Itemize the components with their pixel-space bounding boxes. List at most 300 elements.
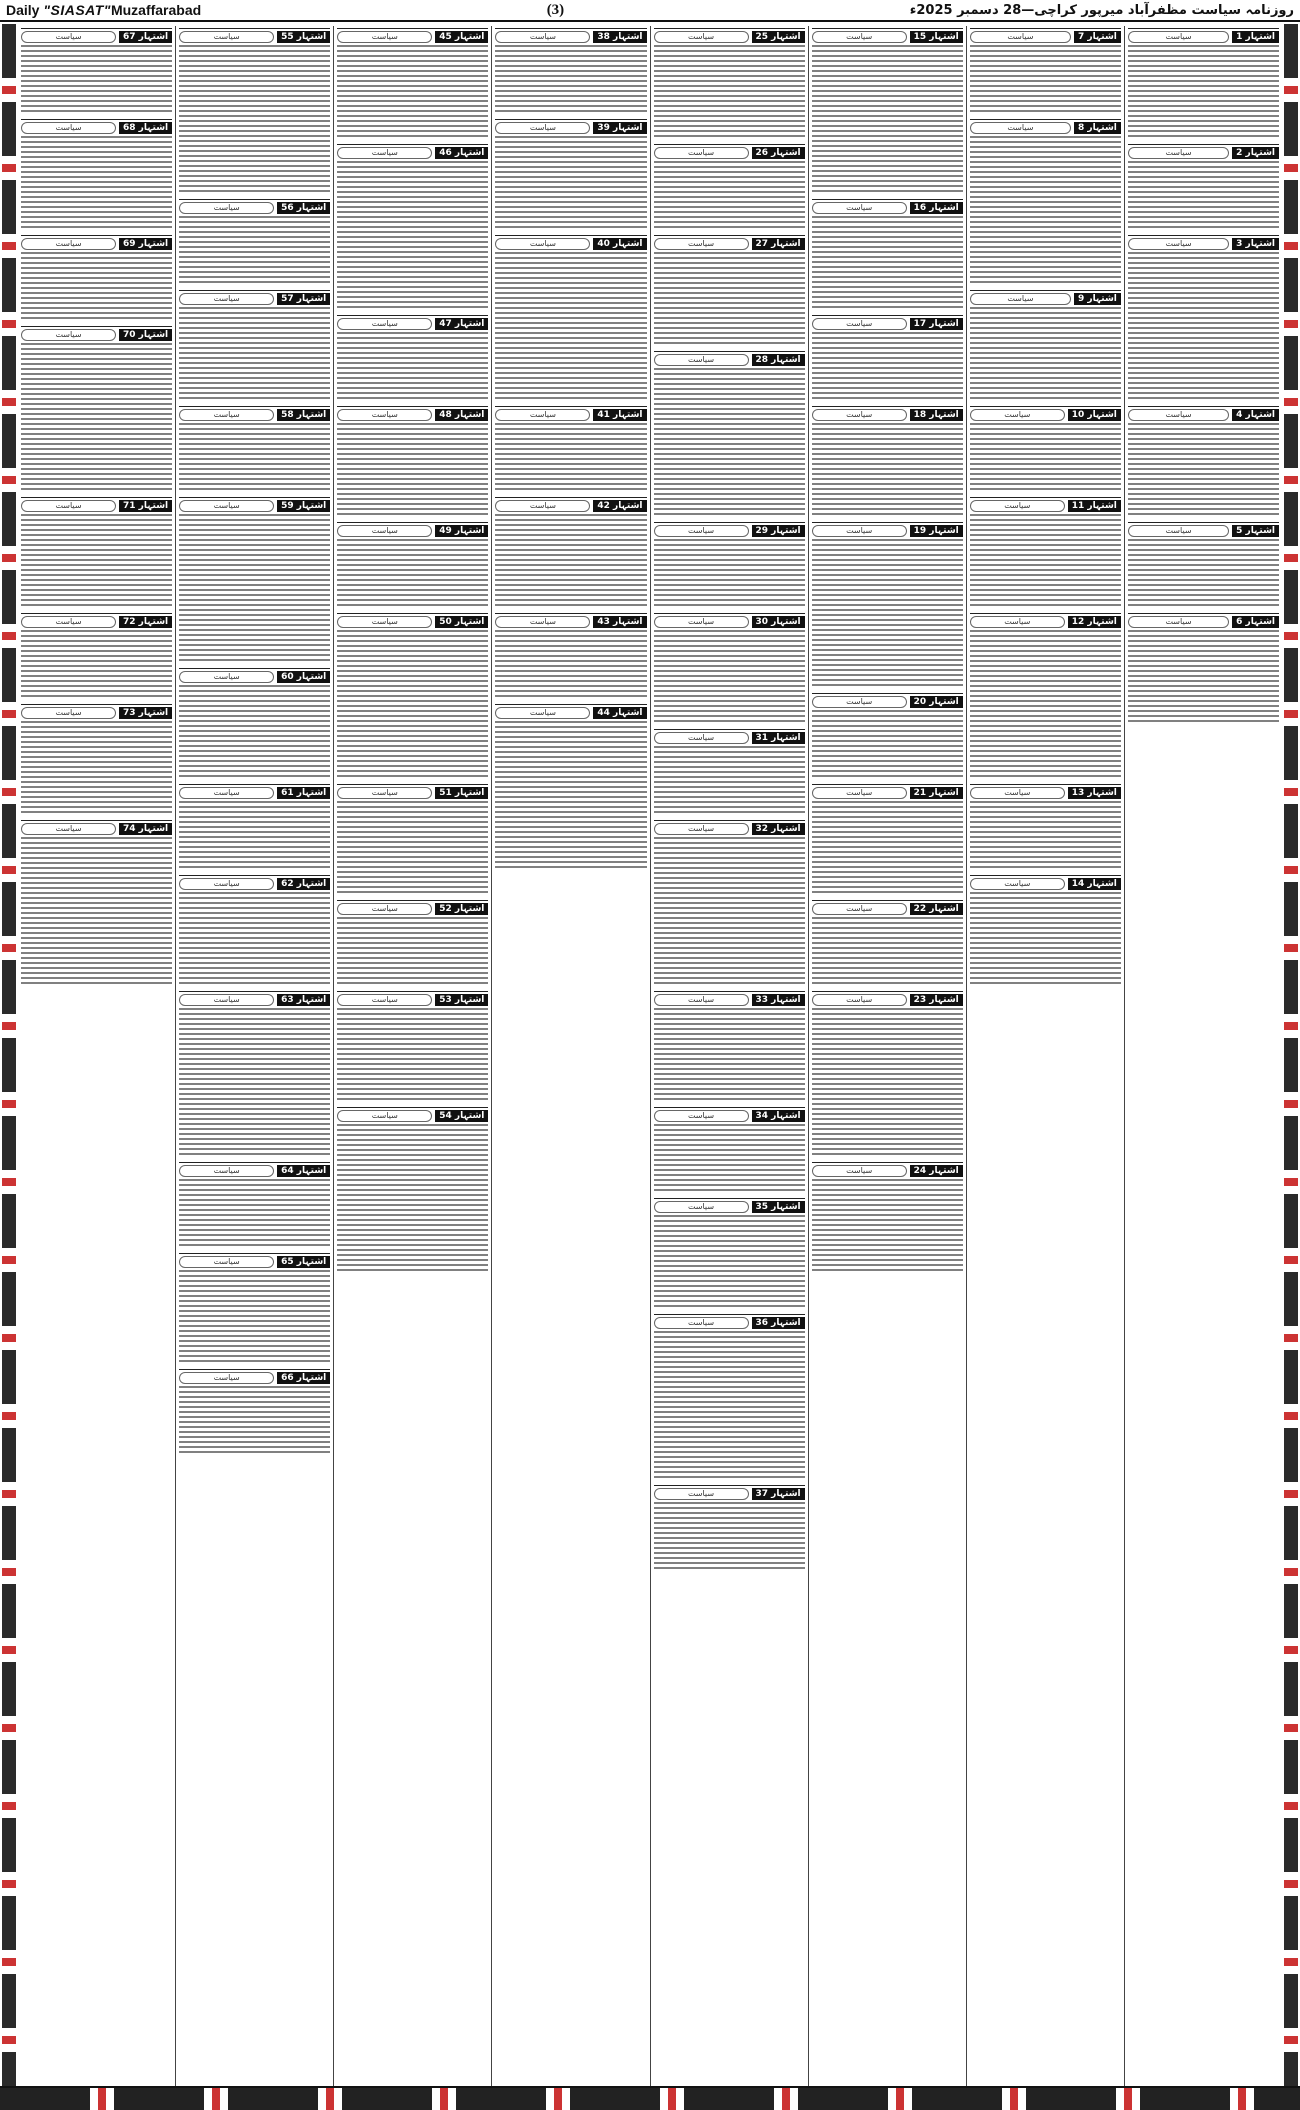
notice-logo: سیاست bbox=[337, 994, 432, 1006]
notice-number: اشتہار 33 bbox=[752, 994, 805, 1006]
classified-notice bbox=[495, 497, 646, 609]
notice-number: اشتہار 23 bbox=[910, 994, 963, 1006]
classifieds-page bbox=[18, 26, 1282, 2086]
notice-number: اشتہار 42 bbox=[593, 500, 646, 512]
classified-notice bbox=[495, 613, 646, 700]
notice-number: اشتہار 29 bbox=[752, 525, 805, 537]
classified-notice bbox=[337, 315, 488, 402]
notice-logo: سیاست bbox=[21, 500, 116, 512]
notice-header bbox=[970, 878, 1121, 890]
notice-body-text bbox=[654, 1215, 805, 1310]
classified-notice bbox=[970, 784, 1121, 871]
notice-header bbox=[337, 147, 488, 159]
notice-logo: سیاست bbox=[179, 1372, 274, 1384]
notice-logo: سیاست bbox=[495, 238, 590, 250]
notice-number: اشتہار 12 bbox=[1068, 616, 1121, 628]
notice-header bbox=[337, 409, 488, 421]
notice-number: اشتہار 11 bbox=[1068, 500, 1121, 512]
notice-logo: سیاست bbox=[21, 616, 116, 628]
notice-header bbox=[21, 122, 172, 134]
classified-notice bbox=[337, 28, 488, 140]
notice-body-text bbox=[495, 514, 646, 609]
notice-number: اشتہار 63 bbox=[277, 994, 330, 1006]
classified-notice bbox=[21, 326, 172, 493]
classified-notice bbox=[812, 199, 963, 311]
classified-notice bbox=[179, 1253, 330, 1365]
notice-body-text bbox=[337, 1008, 488, 1103]
notice-body-text bbox=[1128, 423, 1279, 518]
notice-body-text bbox=[654, 252, 805, 347]
classified-notice bbox=[179, 1369, 330, 1456]
notice-body-text bbox=[812, 539, 963, 689]
notice-logo: سیاست bbox=[812, 903, 907, 915]
notice-logo: سیاست bbox=[179, 878, 274, 890]
notice-number: اشتہار 60 bbox=[277, 671, 330, 683]
notice-logo: سیاست bbox=[654, 616, 749, 628]
notice-header bbox=[812, 696, 963, 708]
notice-logo: سیاست bbox=[337, 525, 432, 537]
notice-logo: سیاست bbox=[970, 122, 1071, 134]
notice-body-text bbox=[654, 1331, 805, 1481]
notice-logo: سیاست bbox=[495, 707, 590, 719]
notice-body-text bbox=[970, 423, 1121, 493]
notice-logo: سیاست bbox=[654, 354, 749, 366]
notice-column bbox=[1124, 26, 1282, 2086]
notice-logo: سیاست bbox=[337, 147, 432, 159]
notice-number: اشتہار 58 bbox=[277, 409, 330, 421]
notice-body-text bbox=[337, 1124, 488, 1274]
notice-header bbox=[179, 293, 330, 305]
notice-header bbox=[179, 878, 330, 890]
notice-number: اشتہار 48 bbox=[435, 409, 488, 421]
classified-notice bbox=[654, 1198, 805, 1310]
notice-number: اشتہار 13 bbox=[1068, 787, 1121, 799]
notice-header bbox=[179, 1256, 330, 1268]
classified-notice bbox=[970, 497, 1121, 609]
notice-body-text bbox=[970, 307, 1121, 402]
notice-header bbox=[654, 732, 805, 744]
notice-body-text bbox=[337, 161, 488, 311]
notice-header bbox=[812, 1165, 963, 1177]
notice-header bbox=[495, 409, 646, 421]
notice-body-text bbox=[21, 630, 172, 700]
notice-number: اشتہار 41 bbox=[593, 409, 646, 421]
notice-body-text bbox=[495, 423, 646, 493]
notice-number: اشتہار 53 bbox=[435, 994, 488, 1006]
notice-body-text bbox=[970, 892, 1121, 987]
notice-body-text bbox=[337, 332, 488, 402]
masthead bbox=[0, 0, 1300, 22]
classified-notice bbox=[812, 693, 963, 780]
notice-body-text bbox=[654, 45, 805, 140]
notice-number: اشتہار 35 bbox=[752, 1201, 805, 1213]
notice-number: اشتہار 57 bbox=[277, 293, 330, 305]
classified-notice bbox=[970, 613, 1121, 780]
notice-logo: سیاست bbox=[1128, 525, 1229, 537]
notice-logo: سیاست bbox=[1128, 409, 1229, 421]
notice-number: اشتہار 2 bbox=[1232, 147, 1279, 159]
notice-logo: سیاست bbox=[179, 1256, 274, 1268]
notice-column bbox=[808, 26, 966, 2086]
notice-number: اشتہار 36 bbox=[752, 1317, 805, 1329]
notice-body-text bbox=[812, 1179, 963, 1274]
notice-body-text bbox=[179, 514, 330, 664]
notice-body-text bbox=[337, 801, 488, 896]
notice-logo: سیاست bbox=[337, 318, 432, 330]
notice-body-text bbox=[812, 917, 963, 987]
notice-header bbox=[812, 525, 963, 537]
classified-notice bbox=[654, 235, 805, 347]
notice-number: اشتہار 67 bbox=[119, 31, 172, 43]
classified-notice bbox=[812, 406, 963, 518]
notice-logo: سیاست bbox=[179, 409, 274, 421]
notice-header bbox=[812, 994, 963, 1006]
notice-number: اشتہار 16 bbox=[910, 202, 963, 214]
notice-logo: سیاست bbox=[812, 994, 907, 1006]
notice-logo: سیاست bbox=[970, 878, 1065, 890]
notice-header bbox=[1128, 525, 1279, 537]
notice-logo: سیاست bbox=[495, 500, 590, 512]
notice-header bbox=[1128, 31, 1279, 43]
notice-header bbox=[179, 1165, 330, 1177]
notice-body-text bbox=[654, 161, 805, 231]
classified-notice bbox=[812, 315, 963, 402]
notice-header bbox=[337, 994, 488, 1006]
notice-number: اشتہار 65 bbox=[277, 1256, 330, 1268]
notice-header bbox=[970, 293, 1121, 305]
notice-logo: سیاست bbox=[337, 1110, 432, 1122]
notice-header bbox=[337, 318, 488, 330]
notice-body-text bbox=[179, 307, 330, 402]
classified-notice bbox=[812, 784, 963, 896]
brand-prefix: Daily bbox=[6, 2, 40, 18]
classified-notice bbox=[179, 406, 330, 493]
notice-logo: سیاست bbox=[654, 823, 749, 835]
notice-number: اشتہار 39 bbox=[593, 122, 646, 134]
classified-notice bbox=[21, 119, 172, 231]
notice-body-text bbox=[179, 892, 330, 987]
classified-notice bbox=[654, 28, 805, 140]
notice-number: اشتہار 30 bbox=[752, 616, 805, 628]
notice-logo: سیاست bbox=[495, 122, 590, 134]
notice-body-text bbox=[179, 216, 330, 286]
notice-body-text bbox=[1128, 45, 1279, 140]
notice-header bbox=[970, 31, 1121, 43]
notice-body-text bbox=[1128, 539, 1279, 609]
notice-header bbox=[812, 318, 963, 330]
notice-header bbox=[654, 994, 805, 1006]
notice-number: اشتہار 50 bbox=[435, 616, 488, 628]
notice-header bbox=[337, 787, 488, 799]
classified-notice bbox=[654, 522, 805, 609]
notice-body-text bbox=[654, 1502, 805, 1572]
notice-logo: سیاست bbox=[21, 31, 116, 43]
notice-body-text bbox=[1128, 252, 1279, 402]
classified-notice bbox=[970, 290, 1121, 402]
notice-number: اشتہار 44 bbox=[593, 707, 646, 719]
notice-logo: سیاست bbox=[179, 202, 274, 214]
classified-notice bbox=[337, 144, 488, 311]
notice-number: اشتہار 17 bbox=[910, 318, 963, 330]
brand-name: "SIASAT" bbox=[43, 2, 111, 18]
classified-notice bbox=[337, 522, 488, 609]
notice-header bbox=[495, 500, 646, 512]
notice-body-text bbox=[970, 45, 1121, 115]
notice-body-text bbox=[179, 45, 330, 195]
notice-number: اشتہار 46 bbox=[435, 147, 488, 159]
classified-notice bbox=[337, 991, 488, 1103]
notice-header bbox=[1128, 147, 1279, 159]
brand-title bbox=[6, 2, 201, 18]
notice-column bbox=[333, 26, 491, 2086]
classified-notice bbox=[970, 875, 1121, 987]
notice-logo: سیاست bbox=[179, 787, 274, 799]
notice-logo: سیاست bbox=[654, 1201, 749, 1213]
notice-logo: سیاست bbox=[179, 1165, 274, 1177]
notice-number: اشتہار 51 bbox=[435, 787, 488, 799]
notice-logo: سیاست bbox=[495, 616, 590, 628]
classified-notice bbox=[1128, 406, 1279, 518]
classified-notice bbox=[179, 199, 330, 286]
notice-header bbox=[654, 1201, 805, 1213]
notice-number: اشتہار 10 bbox=[1068, 409, 1121, 421]
notice-logo: سیاست bbox=[179, 293, 274, 305]
notice-header bbox=[179, 31, 330, 43]
classified-notice bbox=[21, 235, 172, 322]
notice-logo: سیاست bbox=[654, 732, 749, 744]
notice-body-text bbox=[812, 45, 963, 195]
notice-logo: سیاست bbox=[812, 696, 907, 708]
classified-notice bbox=[1128, 144, 1279, 231]
notice-header bbox=[337, 31, 488, 43]
notice-logo: سیاست bbox=[812, 525, 907, 537]
notice-number: اشتہار 37 bbox=[752, 1488, 805, 1500]
notice-logo: سیاست bbox=[21, 122, 116, 134]
notice-number: اشتہار 55 bbox=[277, 31, 330, 43]
notice-number: اشتہار 70 bbox=[119, 329, 172, 341]
notice-number: اشتہار 3 bbox=[1232, 238, 1279, 250]
notice-body-text bbox=[337, 917, 488, 987]
notice-body-text bbox=[654, 1124, 805, 1194]
classified-notice bbox=[495, 235, 646, 402]
notice-header bbox=[179, 409, 330, 421]
masthead-urdu: روزنامہ سیاست مظفرآباد میرپور کراچی—28 دسمبر 2025ء bbox=[909, 2, 1294, 18]
notice-logo: سیاست bbox=[495, 31, 590, 43]
notice-column bbox=[175, 26, 333, 2086]
notice-number: اشتہار 40 bbox=[593, 238, 646, 250]
notice-logo: سیاست bbox=[812, 409, 907, 421]
notice-number: اشتہار 4 bbox=[1232, 409, 1279, 421]
notice-body-text bbox=[337, 539, 488, 609]
classified-notice bbox=[654, 1107, 805, 1194]
notice-header bbox=[654, 823, 805, 835]
notice-body-text bbox=[970, 514, 1121, 609]
classified-notice bbox=[179, 668, 330, 780]
notice-header bbox=[1128, 616, 1279, 628]
notice-column bbox=[18, 26, 175, 2086]
notice-body-text bbox=[654, 1008, 805, 1103]
notice-logo: سیاست bbox=[1128, 31, 1229, 43]
notice-body-text bbox=[812, 1008, 963, 1158]
notice-body-text bbox=[179, 685, 330, 780]
notice-body-text bbox=[179, 1270, 330, 1365]
classified-notice bbox=[1128, 28, 1279, 140]
notice-body-text bbox=[21, 136, 172, 231]
notice-column bbox=[650, 26, 808, 2086]
notice-logo: سیاست bbox=[654, 994, 749, 1006]
notice-header bbox=[21, 238, 172, 250]
notice-logo: سیاست bbox=[1128, 147, 1229, 159]
notice-number: اشتہار 24 bbox=[910, 1165, 963, 1177]
notice-number: اشتہار 56 bbox=[277, 202, 330, 214]
notice-logo: سیاست bbox=[337, 31, 432, 43]
notice-header bbox=[654, 1317, 805, 1329]
classified-notice bbox=[970, 28, 1121, 115]
notice-header bbox=[21, 616, 172, 628]
notice-number: اشتہار 72 bbox=[119, 616, 172, 628]
notice-header bbox=[179, 994, 330, 1006]
notice-body-text bbox=[654, 746, 805, 816]
notice-header bbox=[21, 707, 172, 719]
notice-body-text bbox=[21, 343, 172, 493]
notice-header bbox=[654, 147, 805, 159]
notice-number: اشتہار 73 bbox=[119, 707, 172, 719]
notice-header bbox=[654, 616, 805, 628]
classified-notice bbox=[654, 144, 805, 231]
notice-number: اشتہار 49 bbox=[435, 525, 488, 537]
notice-body-text bbox=[495, 252, 646, 402]
classified-notice bbox=[337, 900, 488, 987]
notice-header bbox=[654, 1110, 805, 1122]
notice-number: اشتہار 68 bbox=[119, 122, 172, 134]
notice-header bbox=[21, 31, 172, 43]
brand-city: Muzaffarabad bbox=[110, 2, 202, 18]
notice-number: اشتہار 64 bbox=[277, 1165, 330, 1177]
notice-body-text bbox=[21, 252, 172, 322]
notice-header bbox=[337, 1110, 488, 1122]
notice-header bbox=[970, 787, 1121, 799]
notice-header bbox=[179, 202, 330, 214]
right-border-strip bbox=[1284, 24, 1298, 2086]
notice-logo: سیاست bbox=[654, 525, 749, 537]
notice-header bbox=[812, 31, 963, 43]
classified-notice bbox=[337, 406, 488, 518]
notice-body-text bbox=[970, 630, 1121, 780]
notice-logo: سیاست bbox=[970, 500, 1065, 512]
notice-logo: سیاست bbox=[812, 787, 907, 799]
notice-number: اشتہار 9 bbox=[1074, 293, 1121, 305]
notice-logo: سیاست bbox=[654, 1317, 749, 1329]
notice-header bbox=[21, 500, 172, 512]
notice-number: اشتہار 7 bbox=[1074, 31, 1121, 43]
notice-logo: سیاست bbox=[21, 823, 116, 835]
footer-strip bbox=[0, 2086, 1300, 2110]
notice-header bbox=[495, 707, 646, 719]
notice-header bbox=[654, 525, 805, 537]
notice-logo: سیاست bbox=[812, 318, 907, 330]
notice-number: اشتہار 47 bbox=[435, 318, 488, 330]
notice-header bbox=[812, 202, 963, 214]
classified-notice bbox=[21, 497, 172, 609]
notice-number: اشتہار 38 bbox=[593, 31, 646, 43]
notice-number: اشتہار 26 bbox=[752, 147, 805, 159]
notice-logo: سیاست bbox=[21, 707, 116, 719]
notice-body-text bbox=[812, 216, 963, 311]
notice-header bbox=[654, 354, 805, 366]
notice-number: اشتہار 52 bbox=[435, 903, 488, 915]
notice-header bbox=[495, 616, 646, 628]
classified-notice bbox=[812, 1162, 963, 1274]
notice-logo: سیاست bbox=[654, 1110, 749, 1122]
notice-logo: سیاست bbox=[970, 31, 1071, 43]
notice-number: اشتہار 59 bbox=[277, 500, 330, 512]
classified-notice bbox=[179, 1162, 330, 1249]
classified-notice bbox=[812, 28, 963, 195]
classified-notice bbox=[812, 900, 963, 987]
notice-number: اشتہار 27 bbox=[752, 238, 805, 250]
notice-logo: سیاست bbox=[970, 409, 1065, 421]
notice-body-text bbox=[337, 45, 488, 140]
notice-header bbox=[1128, 238, 1279, 250]
classified-notice bbox=[654, 729, 805, 816]
notice-body-text bbox=[179, 801, 330, 871]
notice-number: اشتہار 19 bbox=[910, 525, 963, 537]
notice-header bbox=[970, 409, 1121, 421]
notice-header bbox=[970, 500, 1121, 512]
classified-notice bbox=[179, 784, 330, 871]
notice-number: اشتہار 61 bbox=[277, 787, 330, 799]
notice-number: اشتہار 15 bbox=[910, 31, 963, 43]
notice-logo: سیاست bbox=[21, 329, 116, 341]
notice-number: اشتہار 14 bbox=[1068, 878, 1121, 890]
classified-notice bbox=[337, 784, 488, 896]
classified-notice bbox=[495, 704, 646, 871]
notice-header bbox=[21, 329, 172, 341]
notice-logo: سیاست bbox=[179, 31, 274, 43]
notice-header bbox=[812, 787, 963, 799]
notice-logo: سیاست bbox=[812, 1165, 907, 1177]
notice-logo: سیاست bbox=[654, 238, 749, 250]
notice-body-text bbox=[654, 630, 805, 725]
classified-notice bbox=[812, 991, 963, 1158]
notice-header bbox=[495, 238, 646, 250]
notice-body-text bbox=[1128, 630, 1279, 725]
classified-notice bbox=[970, 406, 1121, 493]
notice-number: اشتہار 45 bbox=[435, 31, 488, 43]
notice-logo: سیاست bbox=[337, 616, 432, 628]
notice-number: اشتہار 21 bbox=[910, 787, 963, 799]
notice-header bbox=[1128, 409, 1279, 421]
notice-column bbox=[491, 26, 649, 2086]
notice-number: اشتہار 66 bbox=[277, 1372, 330, 1384]
classified-notice bbox=[179, 875, 330, 987]
notice-number: اشتہار 62 bbox=[277, 878, 330, 890]
left-border-strip bbox=[2, 24, 16, 2086]
notice-body-text bbox=[495, 721, 646, 871]
notice-body-text bbox=[812, 423, 963, 518]
notice-logo: سیاست bbox=[337, 409, 432, 421]
notice-header bbox=[812, 903, 963, 915]
notice-header bbox=[337, 525, 488, 537]
notice-body-text bbox=[21, 837, 172, 987]
notice-number: اشتہار 25 bbox=[752, 31, 805, 43]
notice-number: اشتہار 69 bbox=[119, 238, 172, 250]
page-number: (3) bbox=[546, 1, 565, 18]
notice-logo: سیاست bbox=[337, 903, 432, 915]
notice-body-text bbox=[970, 801, 1121, 871]
notice-logo: سیاست bbox=[179, 994, 274, 1006]
notice-logo: سیاست bbox=[179, 671, 274, 683]
